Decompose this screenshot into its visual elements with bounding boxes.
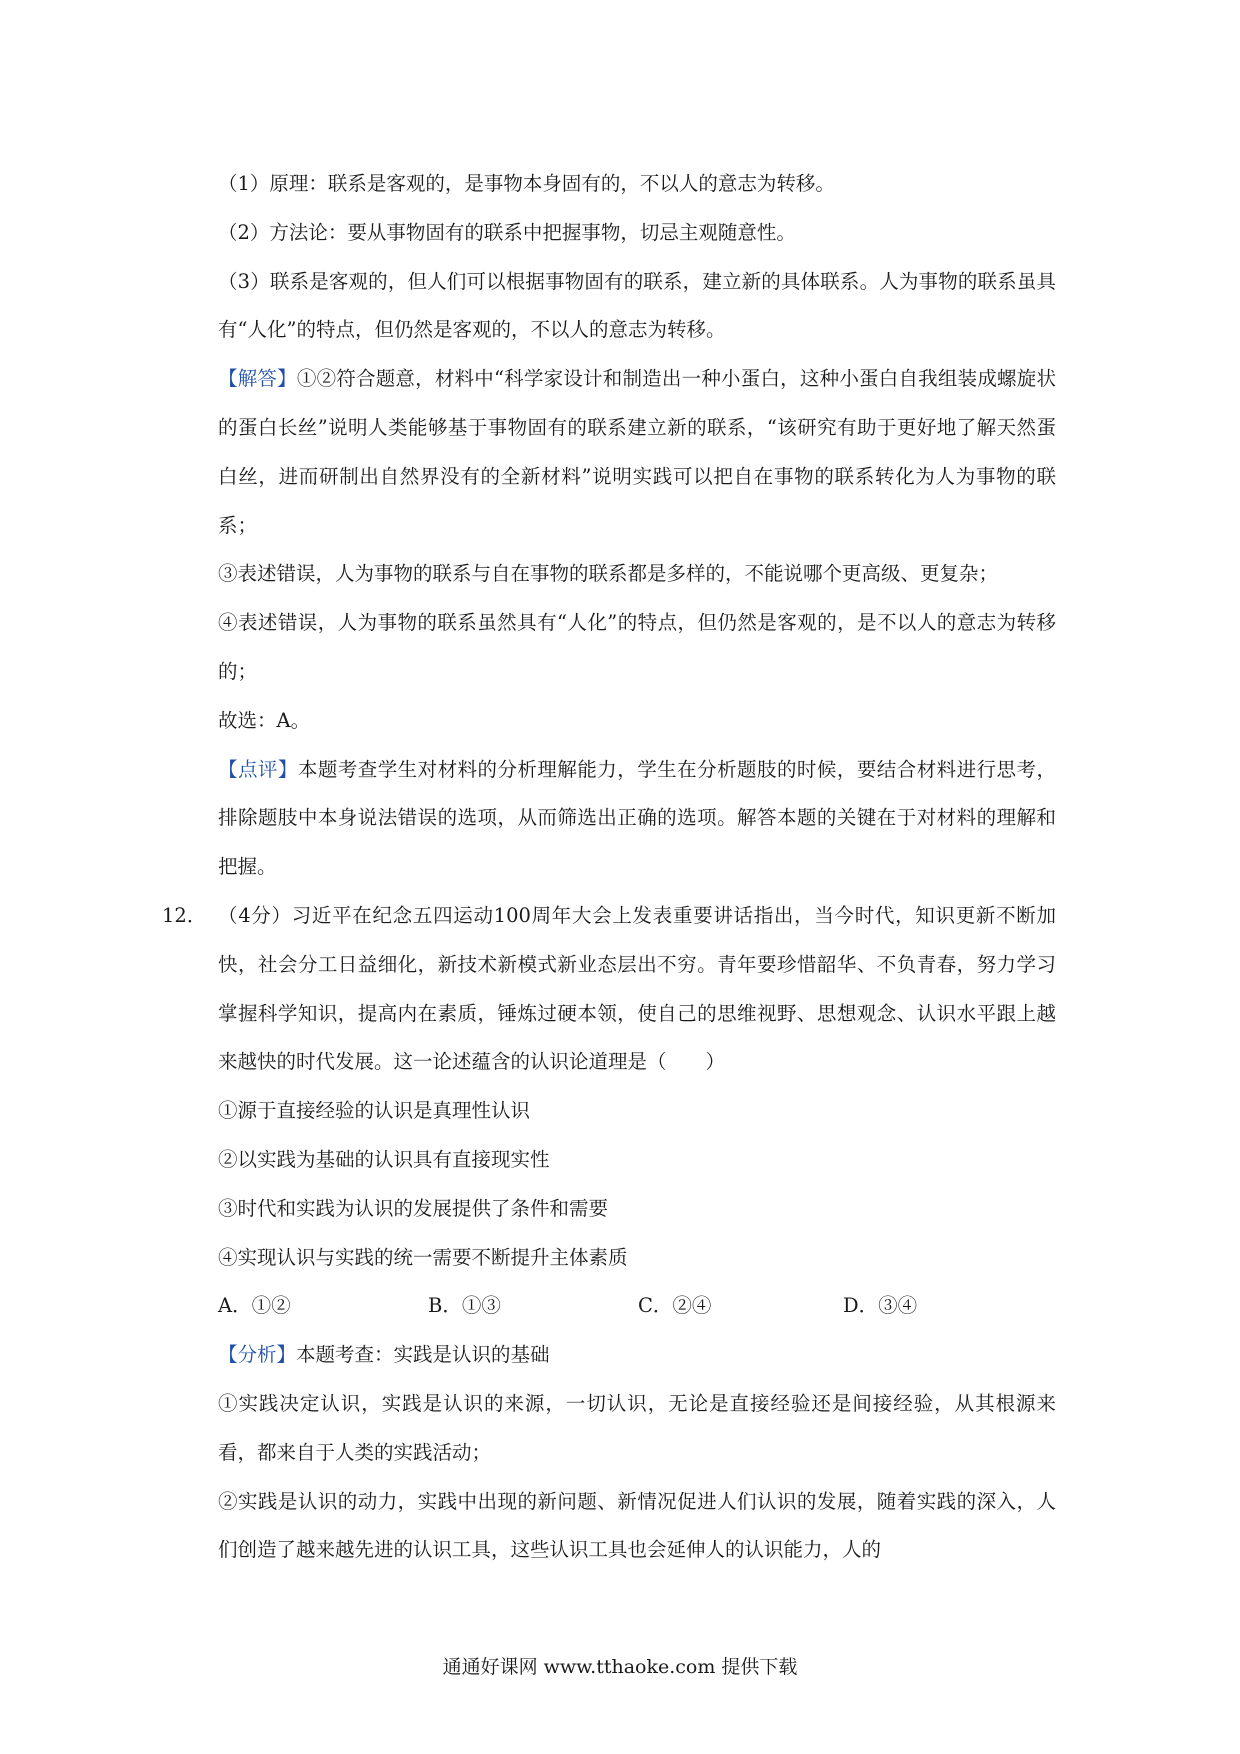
- option-b: B．①③: [428, 1294, 501, 1318]
- answer-text: ①②符合题意，材料中“科学家设计和制造出一种小蛋白，这种小蛋白自我组装成螺旋状的蛋白长丝”说明人类能够基于事物固有的联系建立新的联系，“该研究有助于更好地了解天然蛋白丝，进而研制出自然界没有的全新材料”说明实践可以把自在事物的联系转化为人为事物的联系；: [218, 367, 1056, 537]
- question-12-stem: [162, 892, 1056, 1087]
- answer-item-3: ③表述错误，人为事物的联系与自在事物的联系都是多样的，不能说哪个更高级、更复杂；: [218, 562, 999, 586]
- comment-text: 本题考查学生对材料的分析理解能力，学生在分析题肢的时候，要结合材料进行思考，排除题肢中本身说法错误的选项，从而筛选出正确的选项。解答本题的关键在于对材料的理解和把握。: [218, 757, 1056, 879]
- analysis-item-1: ①实践决定认识，实践是认识的来源，一切认识，无论是直接经验还是间接经验，从其根源来看，都来自于人类的实践活动；: [218, 1391, 1056, 1464]
- option-d: D．③④: [843, 1294, 918, 1318]
- comment-tag: 【点评】: [218, 757, 298, 781]
- question-item-3: ③时代和实践为认识的发展提供了条件和需要: [218, 1196, 609, 1220]
- analysis-tag: 【分析】: [218, 1343, 297, 1367]
- question-item-2: ②以实践为基础的认识具有直接现实性: [218, 1147, 550, 1171]
- answer-tag: 【解答】: [218, 367, 297, 391]
- question-item-4: ④实现认识与实践的统一需要不断提升主体素质: [218, 1245, 628, 1269]
- methodology-paragraph: （2）方法论：要从事物固有的联系中把握事物，切忌主观随意性。: [218, 220, 796, 244]
- question-number: 12．: [162, 903, 207, 927]
- page-footer: 通通好课网 www.tthaoke.com 提供下载: [442, 1656, 798, 1678]
- objective-connection-paragraph: （3）联系是客观的，但人们可以根据事物固有的联系，建立新的具体联系。人为事物的联系虽具有“人化”的特点，但仍然是客观的，不以人的意志为转移。: [218, 269, 1056, 342]
- question-item-1: ①源于直接经验的认识是真理性认识: [218, 1099, 531, 1123]
- option-c: C．②④: [638, 1294, 712, 1318]
- analysis-text: 本题考查：实践是认识的基础: [296, 1343, 550, 1367]
- comment-paragraph: [218, 746, 1056, 892]
- principle-paragraph: （1）原理：联系是客观的，是事物本身固有的，不以人的意志为转移。: [218, 172, 835, 195]
- analysis-item-2: ②实践是认识的动力，实践中出现的新问题、新情况促进人们认识的发展，随着实践的深入，人们创造了越来越先进的认识工具，这些认识工具也会延伸人的认识能力，人的: [218, 1489, 1056, 1562]
- page-content: [162, 160, 1056, 1575]
- answer-item-4: ④表述错误，人为事物的联系虽然具有“人化”的特点，但仍然是客观的，是不以人的意志为转移的；: [218, 611, 1056, 683]
- analysis-paragraph: [218, 1331, 1056, 1380]
- option-a: A．①②: [218, 1294, 291, 1318]
- answer-paragraph: [218, 355, 1056, 550]
- answer-options: [218, 1282, 1056, 1331]
- answer-choice: 故选：A。: [218, 708, 311, 732]
- question-stem-text: （4分）习近平在纪念五四运动100周年大会上发表重要讲话指出，当今时代，知识更新不断加快，社会分工日益细化，新技术新模式新业态层出不穷。青年要珍惜韶华、不负青春，努力学习掌握科学知识，提高内在素质，锤炼过硬本领，使自己的思维视野、思想观念、认识水平跟上越来越快的时代发展。这一论述蕴含的认识论道理是（ ）: [218, 903, 1056, 1074]
